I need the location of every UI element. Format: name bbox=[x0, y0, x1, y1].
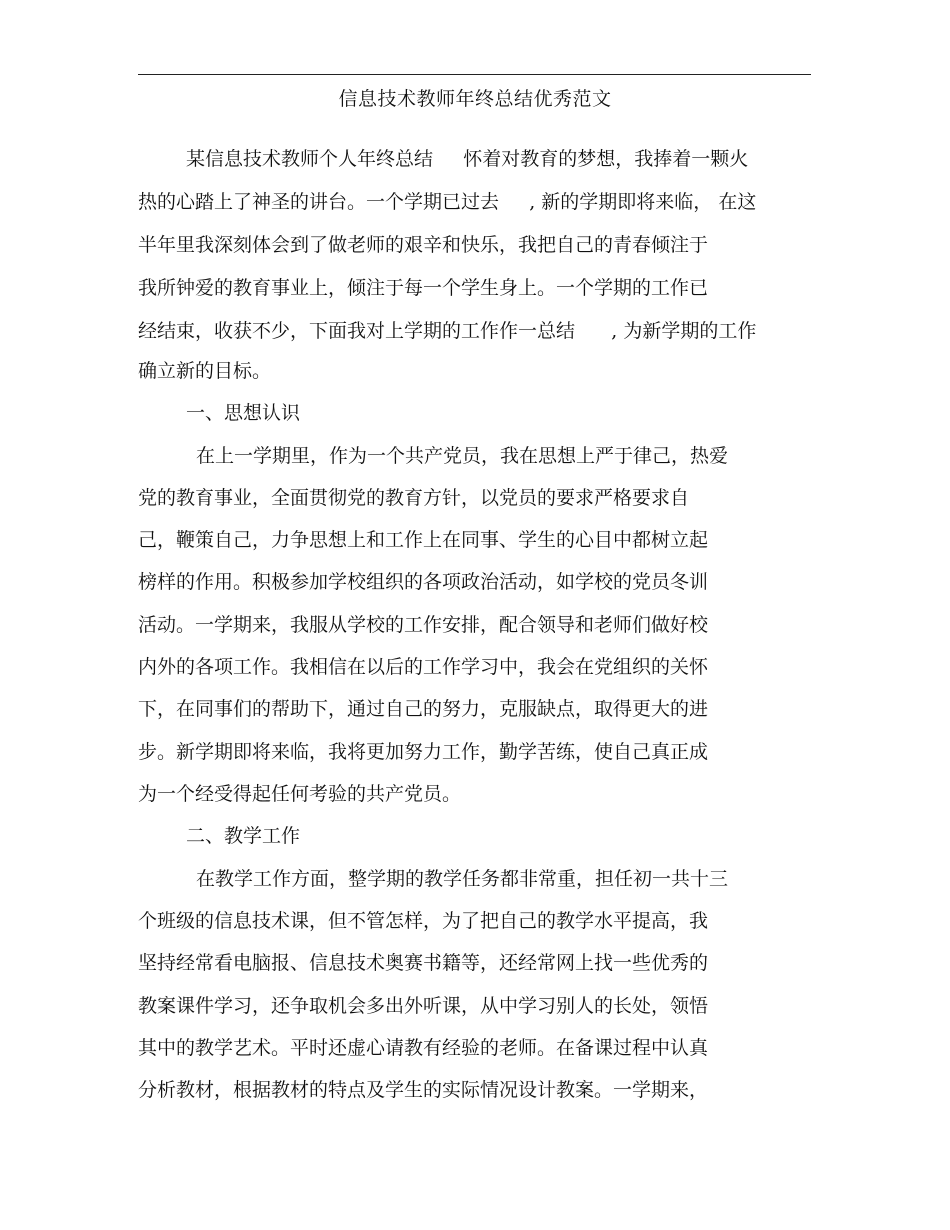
section-heading: 二、教学工作 bbox=[186, 825, 301, 847]
paragraph-line: 分析教材，根据教材的特点及学生的实际情况设计教案。一学期来， bbox=[138, 1079, 709, 1101]
paragraph-line: 某信息技术教师个人年终总结 怀着对教育的梦想，我捧着一颗火 bbox=[186, 148, 749, 170]
paragraph-line: 内外的各项工作。我相信在以后的工作学习中，我会在党组织的关怀 bbox=[138, 656, 709, 678]
paragraph-line: 热的心踏上了神圣的讲台。一个学期已过去 , 新的学期即将来临， 在这 bbox=[138, 191, 757, 213]
section-heading: 一、思想认识 bbox=[186, 402, 301, 424]
paragraph-line: 为一个经受得起任何考验的共产党员。 bbox=[138, 783, 462, 805]
paragraph-line: 我所钟爱的教育事业上，倾注于每一个学生身上。一个学期的工作已 bbox=[138, 277, 709, 299]
paragraph-line: 在上一学期里，作为一个共产党员，我在思想上严于律己，热爱 bbox=[196, 445, 729, 467]
document-title: 信息技术教师年终总结优秀范文 bbox=[338, 88, 612, 110]
paragraph-line: 个班级的信息技术课，但不管怎样，为了把自己的教学水平提高，我 bbox=[138, 910, 709, 932]
paragraph-line: 教案课件学习，还争取机会多出外听课，从中学习别人的长处，领悟 bbox=[138, 995, 709, 1017]
paragraph-line: 己，鞭策自己，力争思想上和工作上在同事、学生的心目中都树立起 bbox=[138, 529, 709, 551]
paragraph-line: 确立新的目标。 bbox=[138, 360, 272, 382]
paragraph-line: 坚持经常看电脑报、信息技术奥赛书籍等，还经常网上找一些优秀的 bbox=[138, 952, 709, 974]
header-rule bbox=[138, 74, 811, 75]
paragraph-line: 步。新学期即将来临，我将更加努力工作，勤学苦练，使自己真正成 bbox=[138, 741, 709, 763]
paragraph-line: 在教学工作方面，整学期的教学任务都非常重，担任初一共十三 bbox=[196, 868, 729, 890]
paragraph-line: 活动。一学期来，我服从学校的工作安排，配合领导和老师们做好校 bbox=[138, 614, 709, 636]
paragraph-line: 半年里我深刻体会到了做老师的艰辛和快乐，我把自己的青春倾注于 bbox=[138, 234, 709, 256]
paragraph-line: 其中的教学艺术。平时还虚心请教有经验的老师。在备课过程中认真 bbox=[138, 1037, 709, 1059]
paragraph-line: 下，在同事们的帮助下，通过自己的努力，克服缺点，取得更大的进 bbox=[138, 698, 709, 720]
paragraph-line: 榜样的作用。积极参加学校组织的各项政治活动，如学校的党员冬训 bbox=[138, 571, 709, 593]
paragraph-line: 经结束，收获不少，下面我对上学期的工作作一总结 , 为新学期的工作 bbox=[138, 320, 757, 342]
paragraph-line: 党的教育事业，全面贯彻党的教育方针，以党员的要求严格要求自 bbox=[138, 487, 690, 509]
